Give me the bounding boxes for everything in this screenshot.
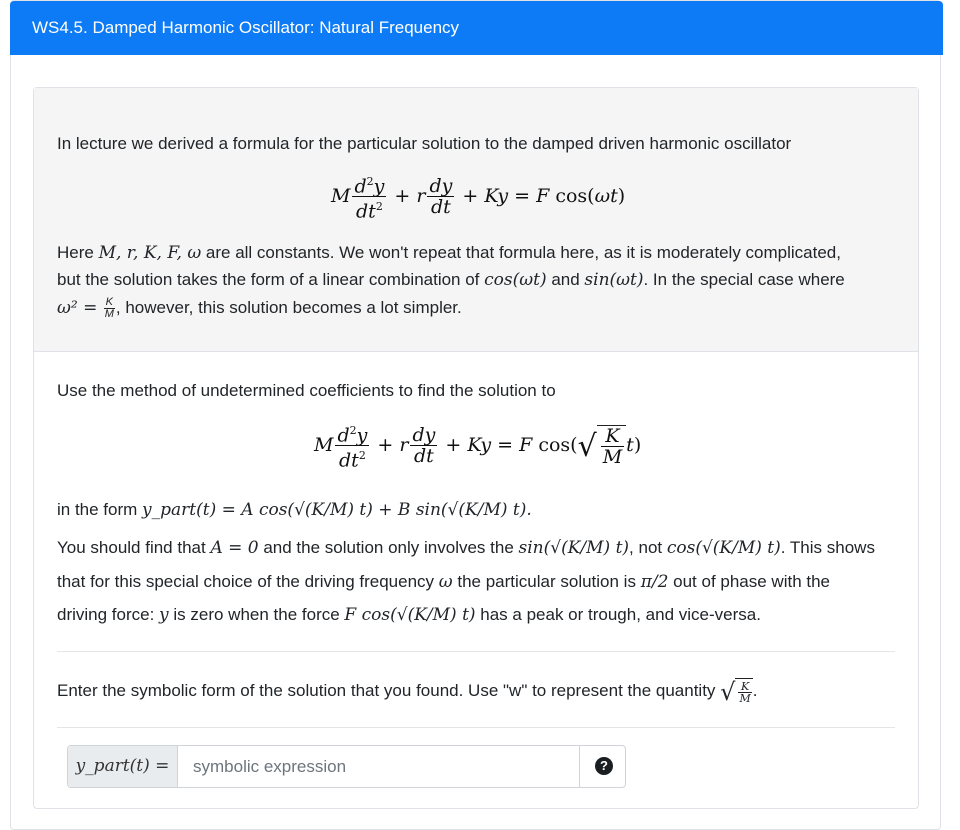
- question-form-line: in the form y_part(t) = A cos(√(K/M) t) + B sin(√(K/M) t).: [57, 500, 532, 520]
- question-line-1: Use the method of undetermined coefficients to find the solution to: [57, 381, 556, 400]
- answer-label: y_part(t) =: [68, 746, 178, 787]
- intro-line-4: ω² = $\frac{K}{M}$ , however, this solution becomes a lot simpler.: [57, 296, 462, 321]
- help-button[interactable]: [579, 746, 625, 787]
- ode-equation-2: M $\frac{d^2y}{dt^2}$ + r $\frac{dy}{dt}$ + Ky = F cos(√ $\frac{K}{M}$ t): [314, 421, 641, 471]
- divider: [57, 651, 895, 652]
- page-title: WS4.5. Damped Harmonic Oscillator: Natural Frequency: [32, 18, 460, 37]
- divider: [57, 727, 895, 728]
- answer-input[interactable]: [179, 746, 579, 787]
- intro-line-3: but the solution takes the form of a linear combination of cos(ωt) and sin(ωt). In the special case where: [57, 270, 845, 290]
- ode-equation-1: M $\frac{d^2y}{dt^2}$ + r $\frac{dy}{dt}$ + Ky = F cos(ωt): [331, 172, 625, 222]
- question-mark-icon[interactable]: ?: [595, 757, 613, 775]
- intro-panel: [34, 88, 918, 352]
- answer-input-group: [67, 745, 626, 788]
- card-header: [10, 1, 943, 55]
- question-line-phase: that for this special choice of the driving frequency ω the particular solution is π/2 out of phase with the: [57, 572, 831, 592]
- question-body: [33, 87, 919, 809]
- enter-instruction: Enter the symbolic form of the solution that you found. Use "w" to represent the quantity √ $\frac{K}{M}$ .: [57, 677, 758, 706]
- question-card: [10, 0, 941, 830]
- question-line-force: driving force: y is zero when the force F cos(√(K/M) t) has a peak or trough, and vice-versa.: [57, 605, 761, 625]
- intro-line-2: Here M, r, K, F, ω are all constants. We won't repeat that formula here, as it is moderately complicated,: [57, 243, 841, 263]
- question-find-line: You should find that A = 0 and the solution only involves the sin(√(K/M) t), not cos(√(K/M) t). This shows: [57, 538, 875, 558]
- intro-line-1: In lecture we derived a formula for the particular solution to the damped driven harmonic oscillator: [57, 134, 792, 153]
